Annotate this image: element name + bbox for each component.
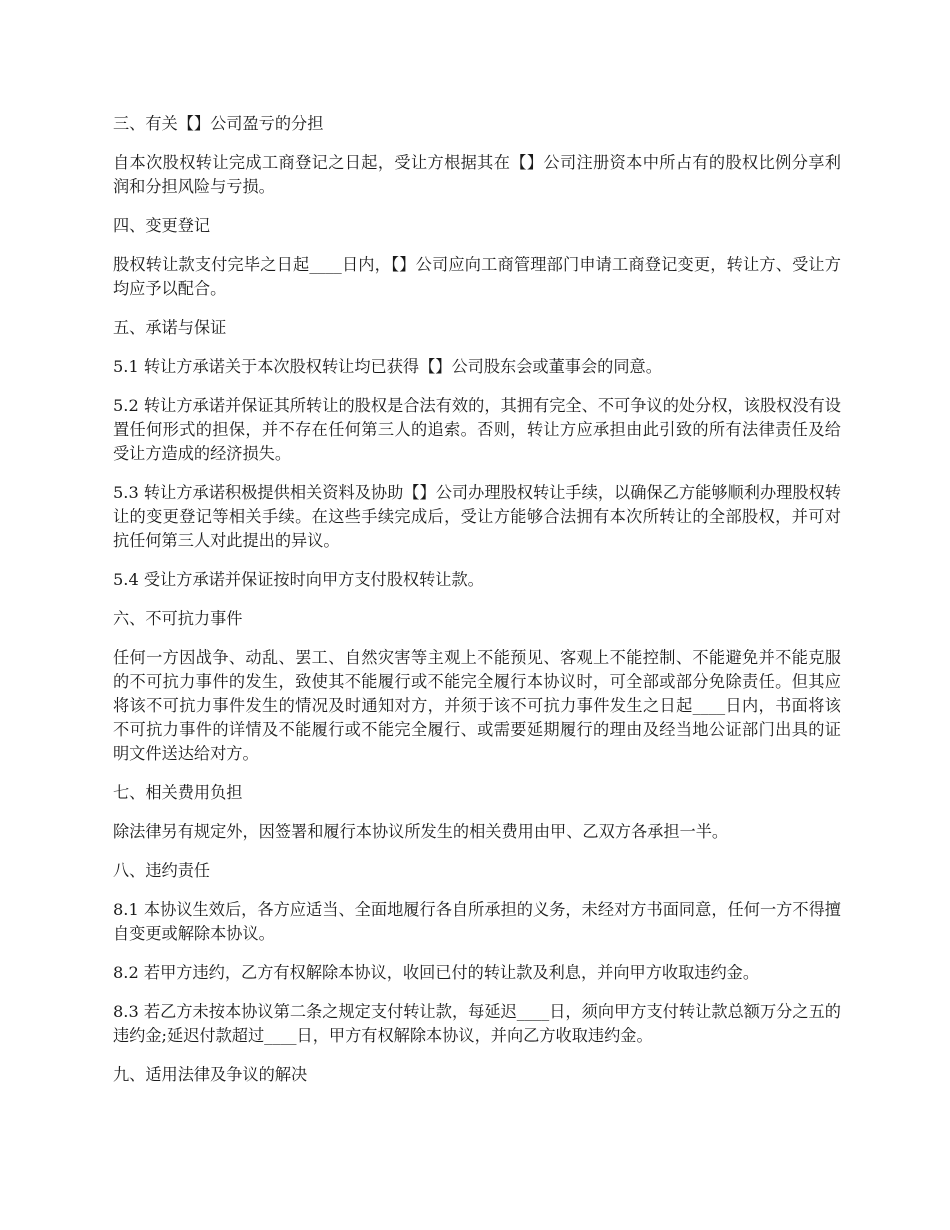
clause-8-2: 8.2 若甲方违约，乙方有权解除本协议，收回已付的转让款及利息，并向甲方收取违约金。 <box>113 963 760 982</box>
section-8-heading: 八、违约责任 <box>113 861 211 880</box>
clause-5-2: 5.2 转让方承诺并保证其所转让的股权是合法有效的，其拥有完全、不可争议的处分权，该股权没有设置任何形式的担保，并不存在任何第三人的追索。否则，转让方应承担由此引致的所有法律责任及给受让方造成的经济损失。 <box>113 396 841 463</box>
clause-8-1: 8.1 本协议生效后，各方应适当、全面地履行各自所承担的义务，未经对方书面同意，任何一方不得擅自变更或解除本协议。 <box>113 900 841 943</box>
section-7-body: 除法律另有规定外，因签署和履行本协议所发生的相关费用由甲、乙双方各承担一半。 <box>113 822 729 841</box>
clause-5-4: 5.4 受让方承诺并保证按时向甲方支付股权转让款。 <box>113 570 484 589</box>
clause-5-3: 5.3 转让方承诺积极提供相关资料及协助【】公司办理股权转让手续，以确保乙方能够顺利办理股权转让的变更登记等相关手续。在这些手续完成后，受让方能够合法拥有本次所转让的全部股权，并可对抗任何第三人对此提出的异议。 <box>113 483 841 550</box>
clause-5-1: 5.1 转让方承诺关于本次股权转让均已获得【】公司股东会或董事会的同意。 <box>113 357 662 376</box>
section-7-heading: 七、相关费用负担 <box>113 783 243 802</box>
section-6-heading: 六、不可抗力事件 <box>113 609 243 628</box>
section-9-heading: 九、适用法律及争议的解决 <box>113 1065 308 1084</box>
section-4-body: 股权转让款支付完毕之日起____日内，【】公司应向工商管理部门申请工商登记变更，转让方、受让方均应予以配合。 <box>113 255 841 298</box>
section-6-body: 任何一方因战争、动乱、罢工、自然灾害等主观上不能预见、客观上不能控制、不能避免并不能克服的不可抗力事件的发生，致使其不能履行或不能完全履行本协议时，可全部或部分免除责任。但其应将该不可抗力事件发生的情况及时通知对方，并须于该不可抗力事件发生之日起____日内，书面将该不可抗力事件的详情及不能履行或不能完全履行、或需要延期履行的理由及经当地公证部门出具的证明文件送达给对方。 <box>113 648 841 763</box>
clause-8-3: 8.3 若乙方未按本协议第二条之规定支付转让款，每延迟____日，须向甲方支付转让款总额万分之五的违约金;延迟付款超过____日，甲方有权解除本协议，并向乙方收取违约金。 <box>113 1002 841 1045</box>
section-5-heading: 五、承诺与保证 <box>113 318 227 337</box>
section-4-heading: 四、变更登记 <box>113 216 211 235</box>
document-page <box>113 112 841 1102</box>
section-3-body: 自本次股权转让完成工商登记之日起，受让方根据其在【】公司注册资本中所占有的股权比例分享利润和分担风险与亏损。 <box>113 153 841 196</box>
section-3-heading: 三、有关【】公司盈亏的分担 <box>113 114 324 133</box>
